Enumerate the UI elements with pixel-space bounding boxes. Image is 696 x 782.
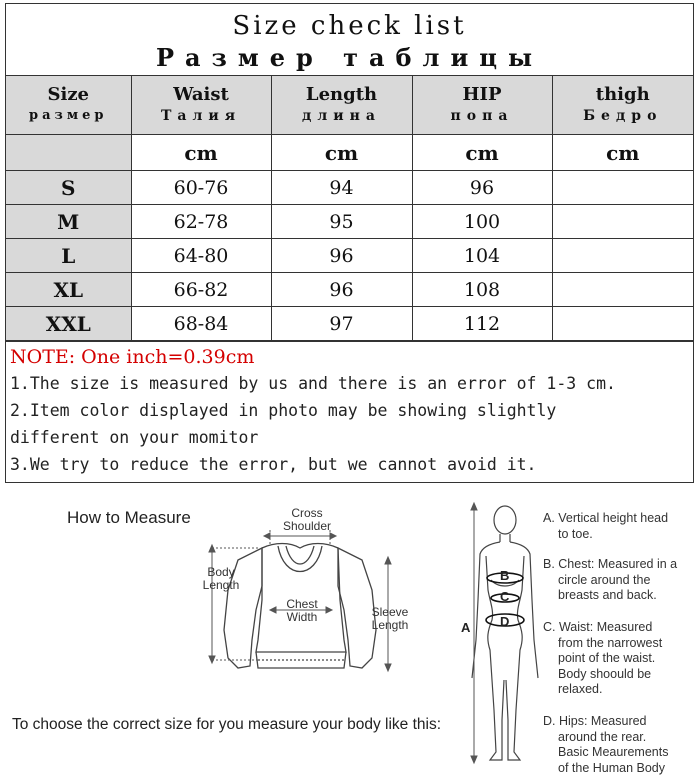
label-line: Cross bbox=[291, 506, 323, 520]
choose-size-instruction: To choose the correct size for you measure your body like this: bbox=[12, 716, 442, 733]
legend-d bbox=[543, 714, 668, 776]
unit-cell: cm bbox=[271, 135, 412, 171]
size-cell: M bbox=[6, 205, 131, 239]
table-row bbox=[6, 205, 693, 239]
header-en: HIP bbox=[462, 84, 502, 105]
letter-b: B bbox=[500, 568, 510, 583]
title-russian: Размер таблицы bbox=[155, 43, 544, 72]
thigh-cell bbox=[552, 273, 693, 307]
header-waist bbox=[131, 76, 271, 135]
legend-line: C. Waist: Measured bbox=[543, 620, 653, 634]
unit-cell-empty bbox=[6, 135, 131, 171]
title-english: Size check list bbox=[232, 11, 467, 41]
length-cell: 96 bbox=[271, 273, 412, 307]
legend-line: Basic Meaurements bbox=[558, 745, 669, 759]
size-cell: L bbox=[6, 239, 131, 273]
label-line: Sleeve bbox=[371, 605, 409, 619]
table-row bbox=[6, 171, 693, 205]
header-ru: попа bbox=[450, 108, 514, 124]
note-title: NOTE: One inch=0.39cm bbox=[10, 346, 255, 368]
table-row bbox=[6, 273, 693, 307]
legend-line: B. Chest: Measured in a bbox=[543, 557, 678, 571]
note-line-2a: 2.Item color displayed in photo may be showing slightly bbox=[10, 401, 557, 420]
header-hip bbox=[412, 76, 552, 135]
note-line-1: 1.The size is measured by us and there is an error of 1-3 cm. bbox=[10, 374, 616, 393]
length-cell: 94 bbox=[271, 171, 412, 205]
size-cell: S bbox=[6, 171, 131, 205]
how-to-measure-title: How to Measure bbox=[67, 508, 191, 527]
how-to-measure-section bbox=[0, 490, 696, 782]
legend-b bbox=[543, 557, 677, 604]
unit-cell: cm bbox=[412, 135, 552, 171]
length-cell: 96 bbox=[271, 239, 412, 273]
legend-line: relaxed. bbox=[558, 682, 603, 696]
header-ru: размер bbox=[29, 108, 108, 123]
length-cell: 95 bbox=[271, 205, 412, 239]
hip-cell: 104 bbox=[412, 239, 552, 273]
unit-cell: cm bbox=[552, 135, 693, 171]
size-cell: XL bbox=[6, 273, 131, 307]
header-ru: Бедро bbox=[583, 108, 663, 124]
header-en: thigh bbox=[595, 84, 650, 105]
waist-cell: 60-76 bbox=[131, 171, 271, 205]
thigh-cell bbox=[552, 171, 693, 205]
label-line: Length bbox=[202, 578, 240, 592]
waist-cell: 68-84 bbox=[131, 307, 271, 341]
waist-cell: 66-82 bbox=[131, 273, 271, 307]
unit-row bbox=[6, 135, 693, 171]
title-block bbox=[6, 4, 693, 76]
waist-cell: 64-80 bbox=[131, 239, 271, 273]
label-line: Width bbox=[286, 610, 318, 624]
letter-a: A bbox=[461, 620, 471, 635]
header-ru: Талия bbox=[160, 108, 242, 124]
legend-line: A. Vertical height head bbox=[543, 511, 669, 525]
legend-line: to toe. bbox=[558, 526, 593, 541]
header-en: Length bbox=[305, 84, 378, 105]
legend-line: point of the waist. bbox=[558, 651, 656, 665]
size-table bbox=[6, 76, 693, 341]
table-row bbox=[6, 307, 693, 341]
header-en: Size bbox=[47, 84, 89, 105]
table-row bbox=[6, 239, 693, 273]
legend-line: around the rear. bbox=[558, 729, 647, 744]
legend-line: Body shoould be bbox=[558, 666, 652, 681]
size-check-sheet bbox=[5, 3, 694, 483]
hip-cell: 96 bbox=[412, 171, 552, 205]
hip-cell: 108 bbox=[412, 273, 552, 307]
legend-line: of the Human Body bbox=[558, 760, 666, 775]
note-line-2b: different on your momitor bbox=[10, 428, 259, 447]
size-cell: XXL bbox=[6, 307, 131, 341]
letter-d: D bbox=[500, 614, 510, 629]
label-line: Shoulder bbox=[282, 519, 332, 533]
hip-cell: 112 bbox=[412, 307, 552, 341]
length-cell: 97 bbox=[271, 307, 412, 341]
waist-cell: 62-78 bbox=[131, 205, 271, 239]
thigh-cell bbox=[552, 205, 693, 239]
legend-line: from the narrowest bbox=[558, 635, 663, 650]
legend-line: breasts and back. bbox=[558, 588, 657, 602]
label-line: Body bbox=[207, 565, 235, 579]
label-line: Length bbox=[371, 618, 409, 632]
hip-cell: 100 bbox=[412, 205, 552, 239]
header-length bbox=[271, 76, 412, 135]
unit-cell: cm bbox=[131, 135, 271, 171]
legend-line: circle around the bbox=[558, 572, 651, 587]
header-en: Waist bbox=[173, 84, 229, 105]
label-line: Chest bbox=[286, 597, 318, 611]
table-header-row bbox=[6, 76, 693, 135]
header-size bbox=[6, 76, 131, 135]
notes-block bbox=[6, 341, 693, 482]
note-line-3: 3.We try to reduce the error, but we cannot avoid it. bbox=[10, 455, 537, 474]
thigh-cell bbox=[552, 239, 693, 273]
legend-c bbox=[543, 620, 662, 698]
legend-line: D. Hips: Measured bbox=[543, 714, 647, 728]
header-ru: длина bbox=[302, 108, 381, 124]
header-thigh bbox=[552, 76, 693, 135]
legend-a bbox=[543, 511, 668, 542]
thigh-cell bbox=[552, 307, 693, 341]
letter-c: C bbox=[500, 589, 510, 604]
